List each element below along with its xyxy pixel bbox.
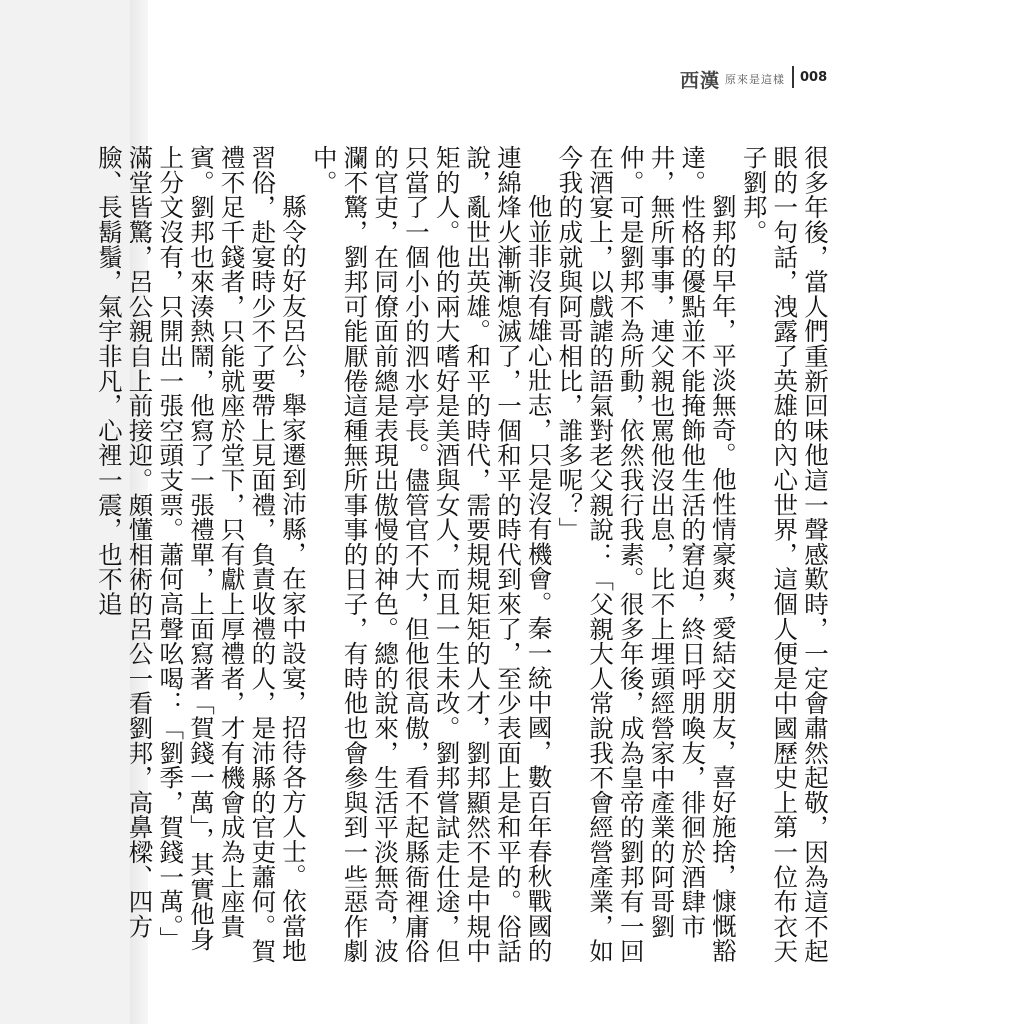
paragraph: 縣令的好友呂公，舉家遷到沛縣，在家中設宴，招待各方人士。依當地習俗，赴宴時少不了要帶上見面禮，負責收禮的人，是沛縣的官吏蕭何。賀禮不足千錢者，只能就座於堂下，只有獻上厚禮者，才有機會成為上座貴賓。劉邦也來湊熱鬧，他寫了一張禮單，上面寫著「賀錢一萬」，其實他身上分文沒有，只開出一張空頭支票。蕭何高聲吆喝：「劉季，賀錢一萬。」滿堂皆驚，呂公親自上前接迎。頗懂相術的呂公一看劉邦，高鼻樑、四方臉、長鬍鬚，氣宇非凡，心裡一震，也不追: [94, 145, 309, 964]
paragraph: 很多年後，當人們重新回味他這一聲感歎時，一定會肅然起敬，因為這不起眼的一句話，洩露了英雄的內心世界，這個人便是中國歷史上第一位布衣天子劉邦。: [739, 145, 830, 964]
book-subtitle: 原來是這樣: [725, 73, 785, 86]
paragraph: 劉邦的早年，平淡無奇。他性情豪爽，愛結交朋友，喜好施捨，慷慨豁達。性格的優點並不能掩飾他生活的窘迫，終日呼朋喚友，徘徊於酒肆市井，無所事事，連父親也罵他沒出息，比不上埋頭經營家中產業的阿哥劉仲。可是劉邦不為所動，依然我行我素。很多年後，成為皇帝的劉邦有一回在酒宴上，以戲謔的語氣對老父親說：「父親大人常說我不會經營產業，如今我的成就與阿哥相比，誰多呢？」: [555, 145, 738, 964]
body-text: [94, 145, 830, 975]
header-divider: [792, 66, 794, 88]
page-number: 008: [800, 70, 828, 85]
book-title: 西漢: [680, 70, 721, 92]
paragraph: 他並非沒有雄心壯志，只是沒有機會。秦一統中國，數百年春秋戰國的連綿烽火漸漸熄滅了，一個和平的時代到來了，至少表面上是和平的。俗話說，亂世出英雄。和平的時代，需要規規矩矩的人才，劉邦顯然不是中規中矩的人。他的兩大嗜好是美酒與女人，而且一生未改。劉邦嘗試走仕途，但只當了一個小小的泗水亭長。儘管官不大，但他很高傲，看不起縣衙裡庸俗的官吏，在同僚面前總是表現出傲慢的神色。總的說來，生活平淡無奇，波瀾不驚，劉邦可能厭倦這種無所事事的日子，有時他也會參與到一些惡作劇中。: [309, 145, 554, 964]
running-header: [640, 62, 840, 92]
